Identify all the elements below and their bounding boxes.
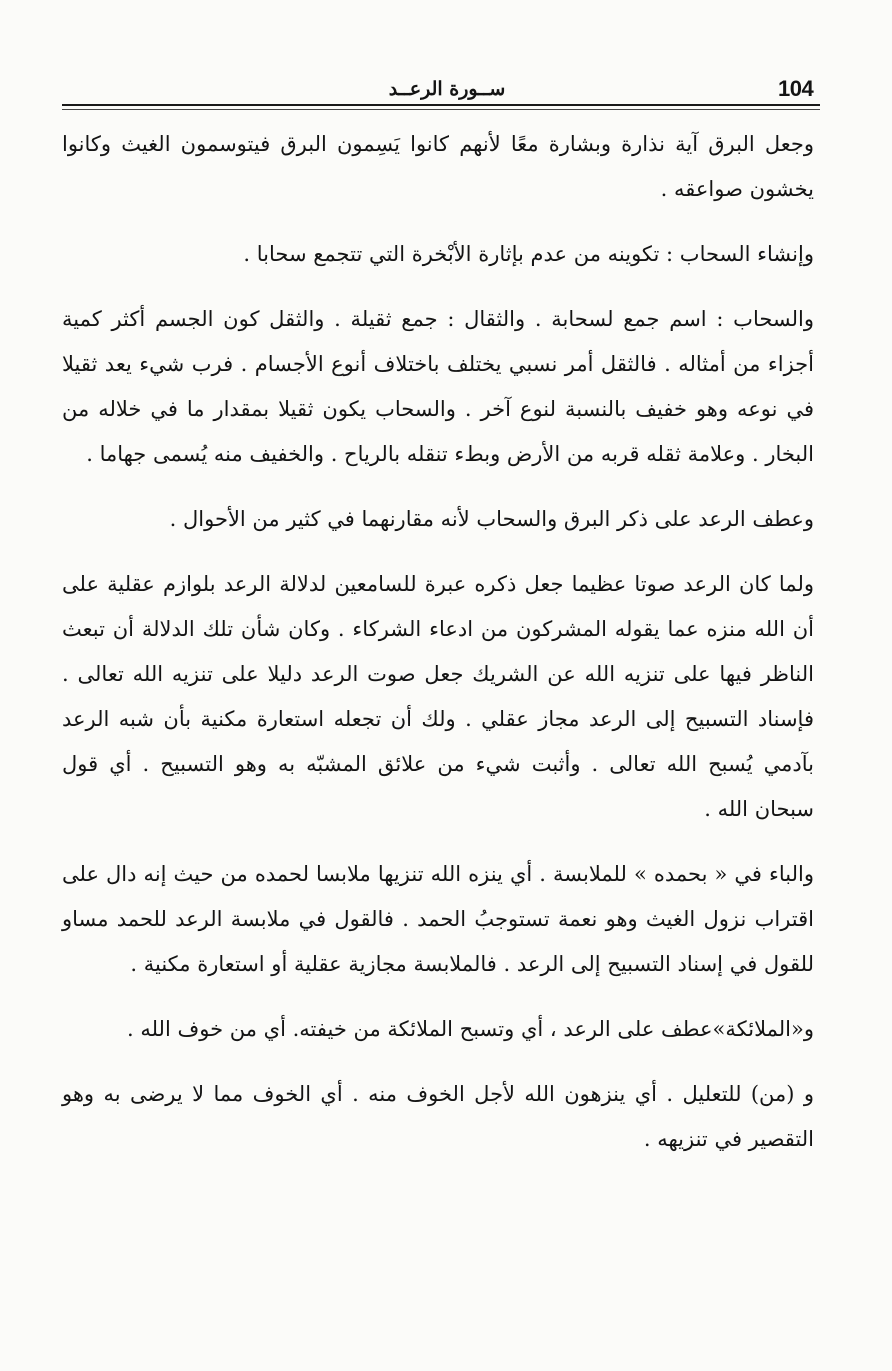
paragraph-cloud-formation: وإنشاء السحاب : تكوينه من عدم بإثارة الأبْخرة التي تتجمع سحابا . [243, 242, 814, 266]
page-body [62, 122, 814, 1182]
header-rule [62, 104, 820, 106]
header-rule-thin [62, 109, 820, 110]
page-header [62, 70, 820, 110]
paragraph-thunder-glorification: ولما كان الرعد صوتا عظيما جعل ذكره عبرة للسامعين لدلالة الرعد بلوازم عقلية على أن الله منزه عما يقوله المشركون من ادعاء الشركاء . وكان شأن تلك الدلالة أن تبعث الناظر فيها على تنزيه الله عن الشريك جعل صوت الرعد دليلا على تنزيه الله تعالى . فإسناد التسبيح إلى الرعد مجاز عقلي . ولك أن تجعله استعارة مكنية بأن شبه الرعد بآدمي يُسبح الله تعالى . وأثبت شيء من علائق المشبّه به وهو التسبيح . أي قول سبحان الله . [62, 572, 814, 821]
page-number: 104 [778, 76, 814, 101]
paragraph-heavy-clouds: والسحاب : اسم جمع لسحابة . والثقال : جمع ثقيلة . والثقل كون الجسم أكثر كمية أجزاء من أمثاله . فالثقل أمر نسبي يختلف باختلاف أنوع الأجسام . فرب شيء يعد ثقيلا في نوعه وهو خفيف بالنسبة لنوع آخر . والسحاب يكون ثقيلا بمقدار ما في خلاله من البخار . وعلامة ثقله قربه من الأرض وبطء تنقله بالرياح . والخفيف منه يُسمى جهاما . [62, 307, 814, 466]
paragraph-angels: و«الملائكة»عطف على الرعد ، أي وتسبح الملائكة من خيفته. أي من خوف الله . [126, 1017, 814, 1041]
paragraph-with-praise: والباء في « بحمده » للملابسة . أي ينزه الله تنزيها ملابسا لحمده من حيث إنه دال على اقتراب نزول الغيث وهو نعمة تستوجبُ الحمد . فالقول في ملابسة الرعد للحمد مساو للقول في إسناد التسبيح إلى الرعد . فالملابسة مجازية عقلية أو استعارة مكنية . [62, 862, 814, 976]
paragraph-lightning: وجعل البرق آية نذارة وبشارة معًا لأنهم كانوا يَسِمون البرق فيتوسمون الغيث وكانوا يخشون صواعقه . [62, 132, 814, 201]
paragraph-causation: و (من) للتعليل . أي ينزهون الله لأجل الخوف منه . أي الخوف مما لا يرضى به وهو التقصير في تنزيهه . [62, 1082, 814, 1151]
paragraph-thunder-conjunction: وعطف الرعد على ذكر البرق والسحاب لأنه مقارنهما في كثير من الأحوال . [169, 507, 814, 531]
chapter-title: ســورة الرعــد [388, 78, 506, 100]
